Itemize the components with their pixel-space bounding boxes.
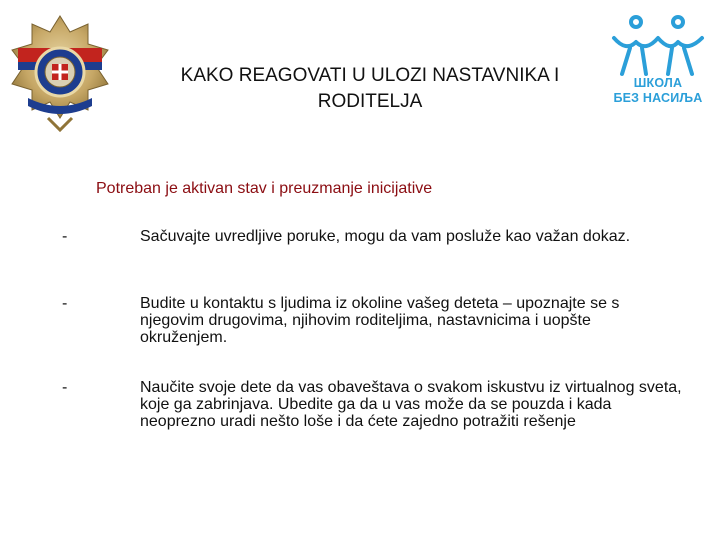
page-title-line-2: RODITELJA: [317, 91, 423, 112]
logo-text-line-2: БЕЗ НАСИЉА: [613, 91, 703, 105]
page-title: [140, 63, 600, 115]
skola-bez-nasilja-logo: [608, 12, 708, 112]
subtitle: Potreban je aktivan stav i preuzmanje inicijative: [96, 180, 433, 197]
list-item: [62, 379, 682, 430]
bullet-text: Sačuvajte uvredljive poruke, mogu da vam posluže kao važan dokaz.: [140, 228, 631, 245]
bullet-text: Naučite svoje dete da vas obaveštava o svakom iskustvu iz virtualnog sveta, koje ga zabrinjava. Ubedite ga da u vas može da se pouzda i kada neoprezno uradi nešto loše i da ćete zajedno potražiti rešenje: [140, 379, 682, 430]
list-item: [62, 228, 682, 245]
logo-text-line-1: ШКОЛА: [633, 76, 683, 90]
list-item: [62, 295, 682, 346]
bullet-marker: -: [62, 228, 68, 245]
bullet-marker: -: [62, 295, 68, 312]
ministry-emblem: [8, 14, 112, 132]
children-figures-icon: [608, 12, 708, 78]
bullet-marker: -: [62, 379, 68, 396]
bullet-text: Budite u kontaktu s ljudima iz okoline vašeg deteta – upoznajte se s njegovim drugovima, njihovim roditeljima, nastavnicima i uopšte okruženjem.: [140, 295, 620, 346]
emblem-badge-icon: [8, 14, 112, 132]
page-title-line-1: KAKO REAGOVATI U ULOZI NASTAVNIKA I: [180, 65, 560, 86]
